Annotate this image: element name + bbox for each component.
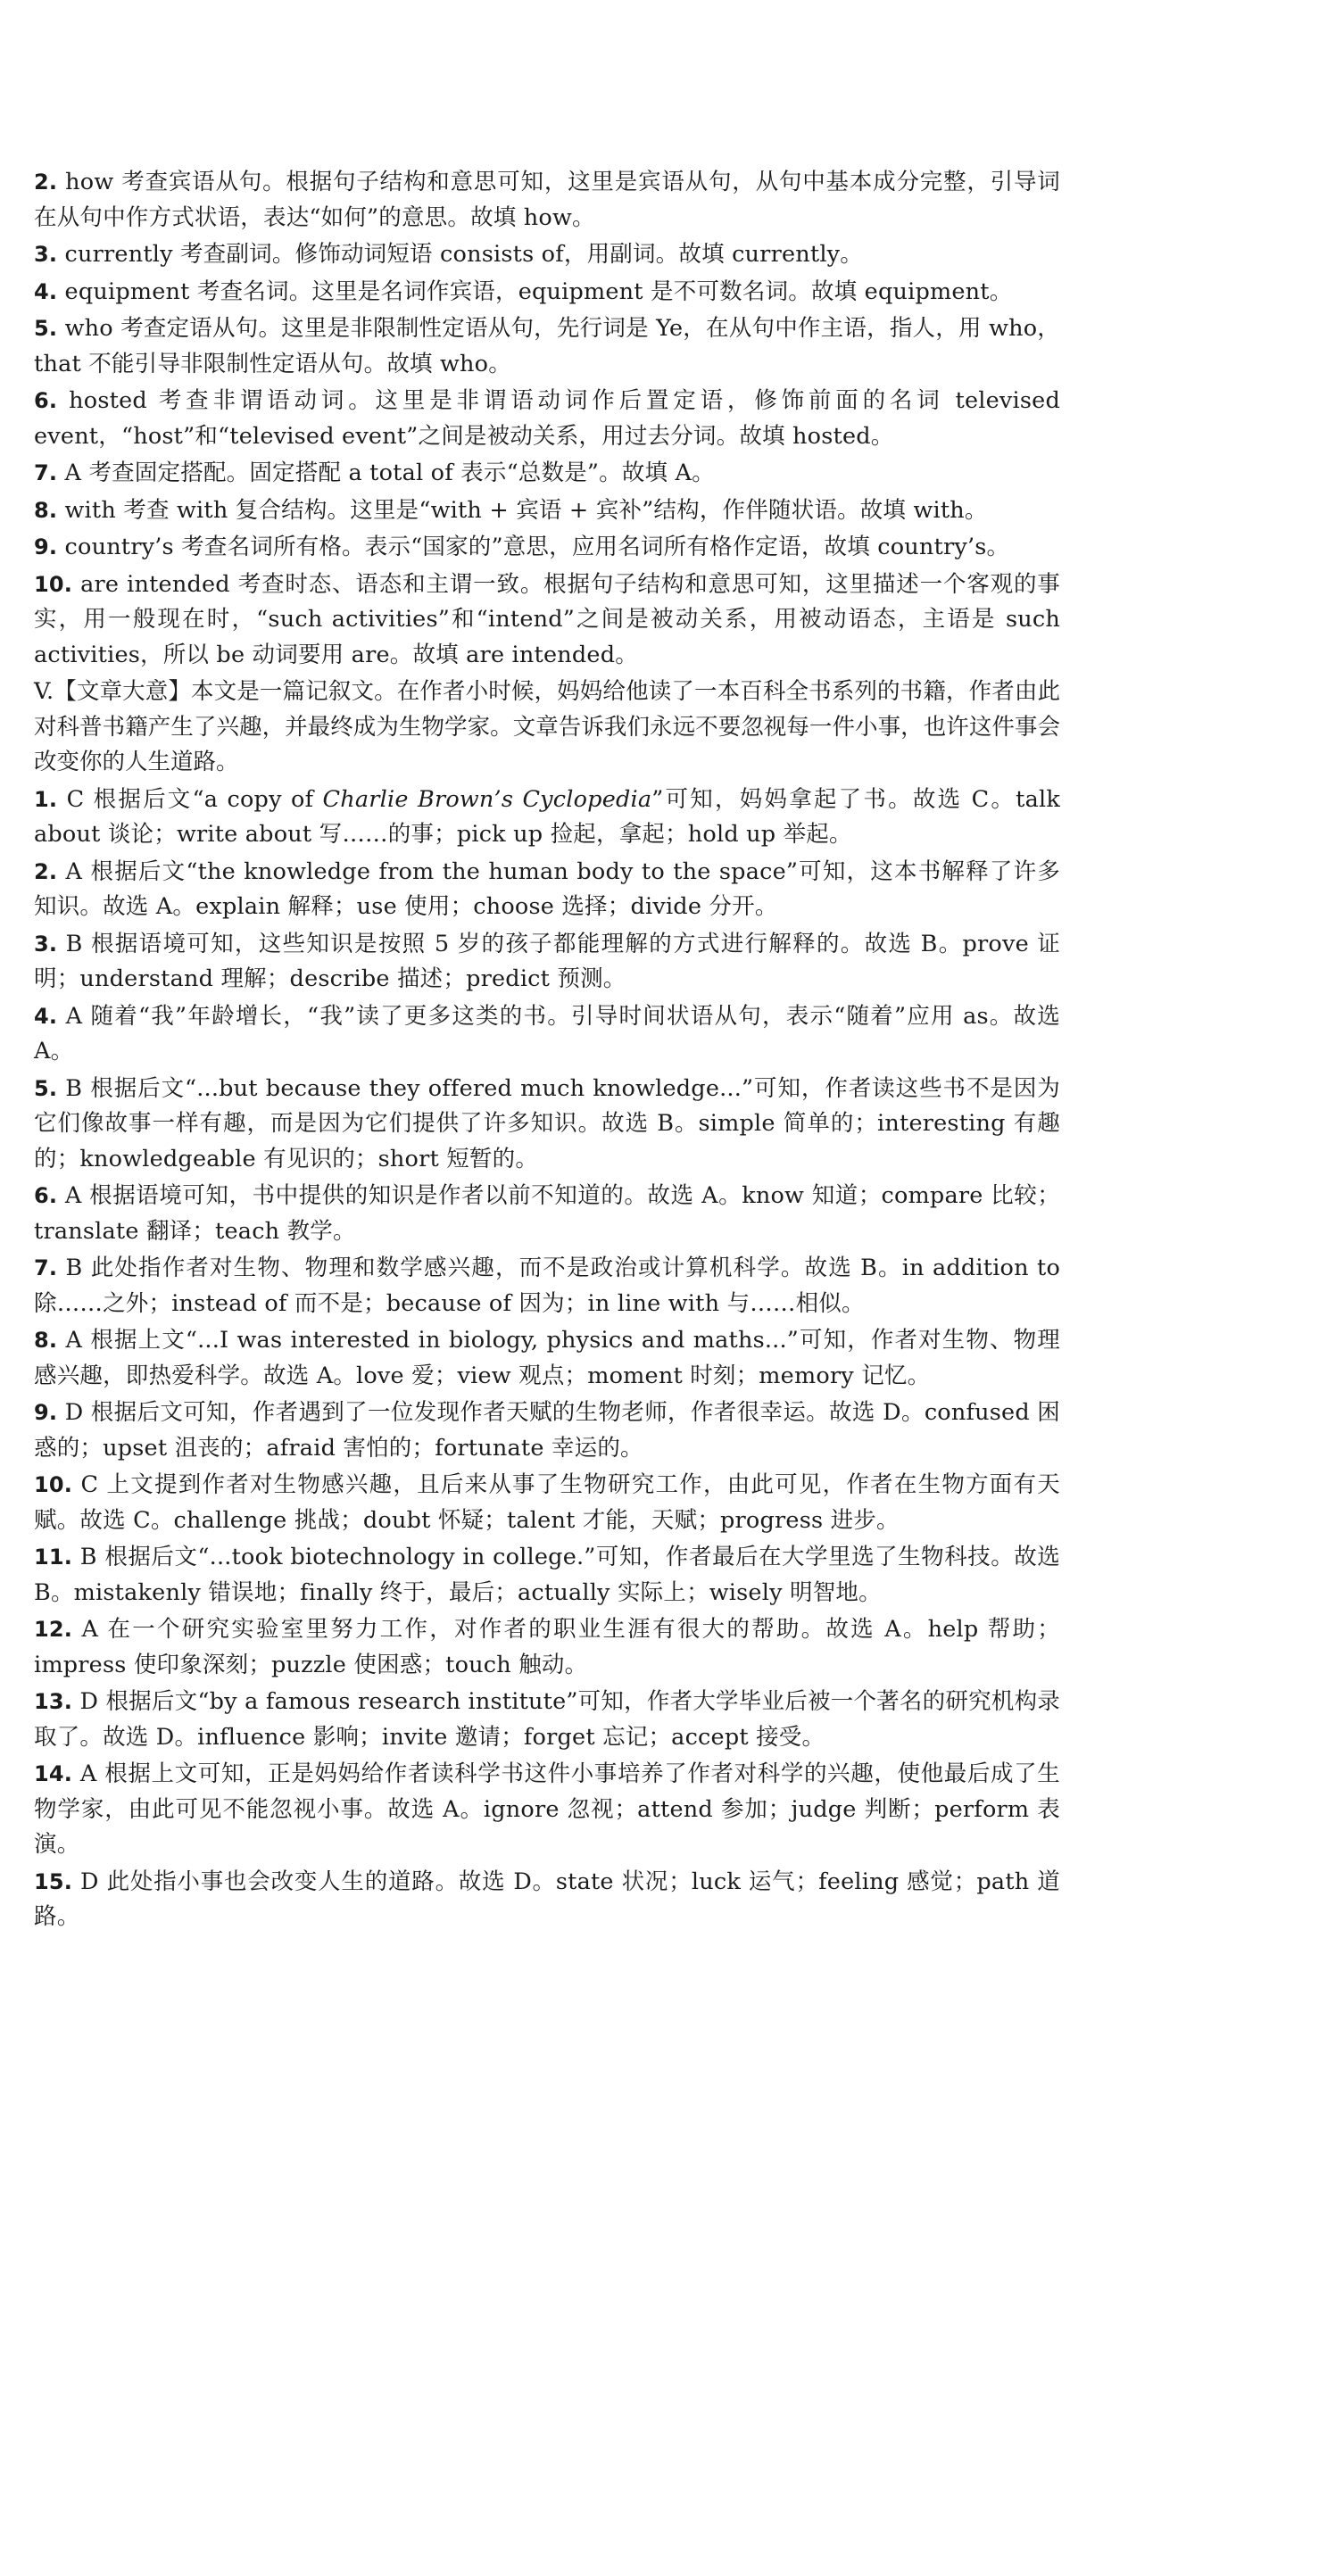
item-number: 3.: [34, 242, 58, 267]
item-text: B 根据后文“...but because they offered much knowledge...”可知，作者读这些书不是因为它们像故事一样有趣，而是因为它们提供了许多知识。故选 B。simple 简单的；interesting 有趣的；knowledgeable 有见识的；short 短暂的。: [34, 1074, 1060, 1172]
item-text: A 根据语境可知，书中提供的知识是作者以前不知道的。故选 A。know 知道；compare 比较；translate 翻译；teach 教学。: [34, 1182, 1060, 1245]
answer-item-v2: [34, 855, 1060, 925]
item-number: 4.: [34, 278, 58, 304]
item-text: D 根据后文“by a famous research institute”可知，作者大学毕业后被一个著名的研究机构录取了。故选 D。influence 影响；invite 邀请；forget 忘记；accept 接受。: [34, 1688, 1060, 1751]
answer-item-8: [34, 493, 1060, 529]
item-text: with 考查 with 复合结构。这里是“with + 宾语 + 宾补”结构，作伴随状语。故填 with。: [64, 496, 988, 524]
answer-item-v14: [34, 1757, 1060, 1863]
item-text: A 在一个研究实验室里努力工作，对作者的职业生涯有很大的帮助。故选 A。help 帮助；impress 使印象深刻；puzzle 使困惑；touch 触动。: [34, 1616, 1060, 1678]
answer-item-v8: [34, 1323, 1060, 1394]
answer-explanation-page: [34, 165, 1060, 1937]
item-number: 6.: [34, 1183, 58, 1208]
answer-item-10: [34, 567, 1060, 674]
item-number: 2.: [34, 858, 58, 884]
item-number: 8.: [34, 1328, 58, 1353]
answer-item-v5: [34, 1072, 1060, 1178]
item-text: hosted 考查非谓语动词。这里是非谓语动词作后置定语，修饰前面的名词 televised event，“host”和“televised event”之间是被动关系，用过去分词。故填 hosted。: [34, 387, 1060, 450]
item-number: 7.: [34, 1255, 58, 1280]
item-number: 7.: [34, 460, 58, 485]
item-text: who 考查定语从句。这里是非限制性定语从句，先行词是 Ye，在从句中作主语，指人，用 who，that 不能引导非限制性定语从句。故填 who。: [34, 315, 1060, 377]
item-text: A 根据后文“the knowledge from the human body to the space”可知，这本书解释了许多知识。故选 A。explain 解释；use 使用；choose 选择；divide 分开。: [34, 857, 1060, 920]
answer-item-v10: [34, 1468, 1060, 1538]
item-text: A 根据上文可知，正是妈妈给作者读科学书这件小事培养了作者对科学的兴趣，使他最后成了生物学家，由此可见不能忽视小事。故选 A。ignore 忽视；attend 参加；judge 判断；perform 表演。: [34, 1760, 1060, 1858]
item-text: C 上文提到作者对生物感兴趣，且后来从事了生物研究工作，由此可见，作者在生物方面有天赋。故选 C。challenge 挑战；doubt 怀疑；talent 才能，天赋；progress 进步。: [34, 1471, 1060, 1534]
item-text: A 根据上文“...I was interested in biology, physics and maths...”可知，作者对生物、物理感兴趣，即热爱科学。故选 A。love 爱；view 观点；moment 时刻；memory 记忆。: [34, 1327, 1060, 1389]
answer-item-v7: [34, 1251, 1060, 1321]
item-text: country’s 考查名词所有格。表示“国家的”意思，应用名词所有格作定语，故填 country’s。: [64, 534, 1010, 560]
answer-item-4: [34, 275, 1060, 311]
item-text: B 此处指作者对生物、物理和数学感兴趣，而不是政治或计算机科学。故选 B。in addition to 除……之外；instead of 而不是；because of 因为；in line with 与……相似。: [34, 1255, 1061, 1317]
item-text: A 考查固定搭配。固定搭配 a total of 表示“总数是”。故填 A。: [64, 460, 715, 486]
item-text: currently 考查副词。修饰动词短语 consists of，用副词。故填 currently。: [64, 241, 863, 268]
answer-item-v15: [34, 1865, 1060, 1935]
item-text: D 此处指小事也会改变人生的道路。故选 D。state 状况；luck 运气；feeling 感觉；path 道路。: [34, 1868, 1060, 1930]
answer-item-v12: [34, 1612, 1060, 1683]
item-number: 5.: [34, 1075, 58, 1101]
item-number: 1.: [34, 786, 58, 812]
item-number: 11.: [34, 1545, 73, 1570]
item-number: 10.: [34, 1472, 73, 1497]
item-number: 9.: [34, 1400, 58, 1425]
item-number: 5.: [34, 316, 58, 341]
item-text: are intended 考查时态、语态和主谓一致。根据句子结构和意思可知，这里描述一个客观的事实，用一般现在时，“such activities”和“intend”之间是被动关系，用被动语态，主语是 such activities，所以 be 动词要用 are。故填 are intended。: [34, 570, 1060, 668]
answer-item-5: [34, 311, 1060, 382]
item-number: 14.: [34, 1761, 73, 1786]
item-number: 13.: [34, 1689, 73, 1714]
answer-item-7: [34, 456, 1060, 492]
item-number: 9.: [34, 534, 58, 559]
item-number: 2.: [34, 170, 58, 195]
item-text-before: C 根据后文“a copy of: [66, 785, 323, 813]
item-number: 10.: [34, 571, 73, 597]
item-text: D 根据后文可知，作者遇到了一位发现作者天赋的生物老师，作者很幸运。故选 D。confused 困惑的；upset 沮丧的；afraid 害怕的；fortunate 幸运的。: [34, 1399, 1060, 1462]
item-text: B 根据语境可知，这些知识是按照 5 岁的孩子都能理解的方式进行解释的。故选 B。prove 证明；understand 理解；describe 描述；predict 预测。: [34, 930, 1061, 992]
answer-item-v13: [34, 1685, 1060, 1755]
answer-item-v4: [34, 999, 1060, 1070]
item-text: B 根据后文“...took biotechnology in college.”可知，作者最后在大学里选了生物科技。故选 B。mistakenly 错误地；finally 终于，最后；actually 实际上；wisely 明智地。: [34, 1544, 1060, 1606]
answer-item-6: [34, 384, 1060, 454]
item-text: how 考查宾语从句。根据句子结构和意思可知，这里是宾语从句，从句中基本成分完整，引导词在从句中作方式状语，表达“如何”的意思。故填 how。: [34, 169, 1060, 231]
item-text: A 随着“我”年龄增长，“我”读了更多这类的书。引导时间状语从句，表示“随着”应用 as。故选 A。: [34, 1002, 1060, 1064]
answer-item-v1: [34, 783, 1060, 853]
answer-item-v9: [34, 1396, 1060, 1466]
answer-item-3: [34, 237, 1060, 273]
item-number: 3.: [34, 931, 58, 957]
answer-item-v11: [34, 1540, 1060, 1611]
item-number: 8.: [34, 497, 58, 523]
book-title: Charlie Brown’s Cyclopedia: [322, 785, 652, 813]
item-text: equipment 考查名词。这里是名词作宾语，equipment 是不可数名词。故填 equipment。: [64, 277, 1013, 305]
item-number: 6.: [34, 388, 58, 413]
item-number: 15.: [34, 1868, 73, 1894]
item-text-after: ”可知，妈妈拿起了书。故选 C。talk about 谈论；write about 写……的事；pick up 捡起，拿起；hold up 举起。: [34, 785, 1060, 848]
answer-item-9: [34, 530, 1060, 566]
item-number: 4.: [34, 1003, 58, 1029]
answer-item-2: [34, 165, 1060, 236]
answer-item-v6: [34, 1179, 1060, 1249]
item-number: 12.: [34, 1617, 73, 1642]
section-v-summary: V.【文章大意】本文是一篇记叙文。在作者小时候，妈妈给他读了一本百科全书系列的书籍，作者由此对科普书籍产生了兴趣，并最终成为生物学家。文章告诉我们永远不要忽视每一件小事，也许这件事会改变你的人生道路。: [34, 678, 1060, 775]
answer-item-v3: [34, 927, 1060, 998]
